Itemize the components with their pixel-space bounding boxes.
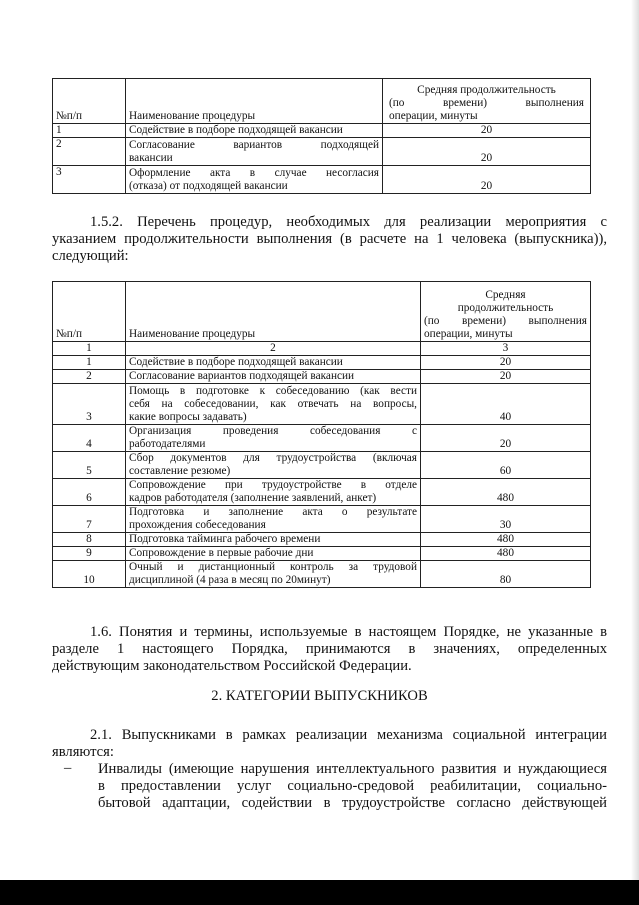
cell-name-line: прохождения собеседования xyxy=(129,519,266,531)
section-heading: 2. КАТЕГОРИИ ВЫПУСКНИКОВ xyxy=(211,688,428,704)
column-number: 1 xyxy=(53,342,126,356)
cell-name-line: Подготовка и заполнение акта о результате xyxy=(129,506,417,518)
header-duration xyxy=(383,79,591,124)
header-duration-line: (по времени) выполнения xyxy=(389,97,584,109)
cell-name-line: (отказа) от подходящей вакансии xyxy=(129,180,288,192)
cell-name xyxy=(126,561,421,588)
cell-num: 2 xyxy=(53,370,126,384)
cell-name xyxy=(126,425,421,452)
cell-value: 20 xyxy=(383,138,591,166)
header-duration xyxy=(421,282,591,342)
cell-name-line: Очный и дистанционный контроль за трудовой xyxy=(129,561,417,573)
cell-value: 80 xyxy=(421,561,591,588)
cell-value: 20 xyxy=(383,124,591,138)
table-header-row xyxy=(53,79,591,124)
cell-num: 8 xyxy=(53,533,126,547)
paragraph-line: Инвалиды (имеющие нарушения интеллектуального развития и нуждающиеся xyxy=(98,761,607,777)
column-number: 2 xyxy=(126,342,421,356)
cell-value: 480 xyxy=(421,533,591,547)
paragraph-line: бытовой адаптации, содействии в трудоустройстве согласно действующей xyxy=(98,795,607,811)
table-header-row xyxy=(53,282,591,342)
table-row xyxy=(53,547,591,561)
cell-name xyxy=(126,506,421,533)
table-row xyxy=(53,561,591,588)
header-duration-line: операции, минуты xyxy=(424,328,513,340)
table-row xyxy=(53,124,591,138)
cell-name-line: Содействие в подборе подходящей вакансии xyxy=(129,124,343,136)
cell-value: 40 xyxy=(421,384,591,425)
table-row xyxy=(53,356,591,370)
paragraph-line: указанием продолжительности выполнения (в расчете на 1 человека (выпускника)), xyxy=(52,231,607,247)
cell-value: 20 xyxy=(421,425,591,452)
cell-num: 3 xyxy=(53,166,126,194)
paragraph-line: являются: xyxy=(52,744,114,760)
cell-num: 1 xyxy=(53,356,126,370)
cell-value: 20 xyxy=(421,356,591,370)
header-num: №п/п xyxy=(53,282,126,342)
paragraph-line: действующим законодательством Российской Федерации. xyxy=(52,658,412,674)
cell-name xyxy=(126,452,421,479)
cell-name xyxy=(126,370,421,384)
paragraph-2-1 xyxy=(52,727,607,761)
cell-name-line: кадров работодателя (заполнение заявлений, анкет) xyxy=(129,492,377,504)
cell-num: 3 xyxy=(53,384,126,425)
paragraph-line: 1.6. Понятия и термины, используемые в настоящем Порядке, не указанные в xyxy=(90,624,607,640)
cell-name xyxy=(126,166,383,194)
cell-name-line: Подготовка тайминга рабочего времени xyxy=(129,533,321,545)
cell-name-line: Сопровождение в первые рабочие дни xyxy=(129,547,314,559)
cell-name xyxy=(126,384,421,425)
cell-name-line: Сбор документов для трудоустройства (включая xyxy=(129,452,417,464)
cell-name-line: Согласование вариантов подходящей вакансии xyxy=(129,370,355,382)
cell-name-line: Сопровождение при трудоустройстве в отделе xyxy=(129,479,417,491)
procedures-table-2 xyxy=(52,281,591,588)
header-duration-line: Средняя xyxy=(485,289,526,301)
cell-num: 2 xyxy=(53,138,126,166)
cell-value: 60 xyxy=(421,452,591,479)
bullet-dash: – xyxy=(64,760,72,776)
cell-name-line: Согласование вариантов подходящей xyxy=(129,139,379,151)
cell-name xyxy=(126,138,383,166)
cell-name-line: Организация проведения собеседования с xyxy=(129,425,417,437)
table-row xyxy=(53,370,591,384)
cell-value: 20 xyxy=(383,166,591,194)
cell-value: 480 xyxy=(421,479,591,506)
cell-value: 20 xyxy=(421,370,591,384)
cell-name-line: работодателями xyxy=(129,438,206,450)
paragraph-1-5-2 xyxy=(52,214,607,265)
cell-name xyxy=(126,356,421,370)
paragraph-line: 1.5.2. Перечень процедур, необходимых для реализации мероприятия с xyxy=(90,214,607,230)
cell-name-line: Помощь в подготовке к собеседованию (как вести xyxy=(129,385,417,397)
cell-name-line: Содействие в подборе подходящей вакансии xyxy=(129,356,343,368)
header-num: №п/п xyxy=(53,79,126,124)
header-name: Наименование процедуры xyxy=(126,79,383,124)
cell-num: 10 xyxy=(53,561,126,588)
header-duration-line: операции, минуты xyxy=(389,110,478,122)
cell-name xyxy=(126,124,383,138)
column-number: 3 xyxy=(421,342,591,356)
cell-name xyxy=(126,547,421,561)
header-duration-line: Средняя продолжительность xyxy=(417,84,556,96)
cell-name-line: Оформление акта в случае несогласия xyxy=(129,167,379,179)
cell-num: 1 xyxy=(53,124,126,138)
table-row xyxy=(53,452,591,479)
scan-edge-shadow xyxy=(631,0,639,880)
paragraph-line: разделе 1 настоящего Порядка, принимаются в значениях, определенных xyxy=(52,641,607,657)
cell-name xyxy=(126,533,421,547)
table-row xyxy=(53,138,591,166)
bullet-item xyxy=(98,761,607,812)
cell-name-line: дисциплиной (4 раза в месяц по 20минут) xyxy=(129,574,331,586)
table-row xyxy=(53,425,591,452)
cell-name-line: вакансии xyxy=(129,152,173,164)
cell-num: 4 xyxy=(53,425,126,452)
cell-name-line: составление резюме) xyxy=(129,465,231,477)
paragraph-line: 2.1. Выпускниками в рамках реализации механизма социальной интеграции xyxy=(90,727,607,743)
table-row xyxy=(53,479,591,506)
paragraph-line: следующий: xyxy=(52,248,129,264)
cell-name-line: какие вопросы задавать) xyxy=(129,411,247,423)
table-row xyxy=(53,506,591,533)
cell-num: 6 xyxy=(53,479,126,506)
cell-name-line: себя на собеседовании, как отвечать на вопросы, xyxy=(129,398,417,410)
procedures-table-1 xyxy=(52,78,591,194)
cell-num: 9 xyxy=(53,547,126,561)
header-duration-line: (по времени) выполнения xyxy=(424,315,587,327)
header-name: Наименование процедуры xyxy=(126,282,421,342)
table-row xyxy=(53,533,591,547)
cell-name xyxy=(126,479,421,506)
cell-value: 30 xyxy=(421,506,591,533)
paragraph-line: в предоставлении услуг социально-средовой реабилитации, социально- xyxy=(98,778,607,794)
table-row xyxy=(53,384,591,425)
table-row xyxy=(53,166,591,194)
cell-num: 5 xyxy=(53,452,126,479)
header-duration-line: продолжительность xyxy=(457,302,554,314)
table-body xyxy=(53,356,591,588)
scan-bottom-border xyxy=(0,880,639,905)
cell-value: 480 xyxy=(421,547,591,561)
cell-num: 7 xyxy=(53,506,126,533)
paragraph-1-6 xyxy=(52,624,607,675)
column-number-row xyxy=(53,342,591,356)
